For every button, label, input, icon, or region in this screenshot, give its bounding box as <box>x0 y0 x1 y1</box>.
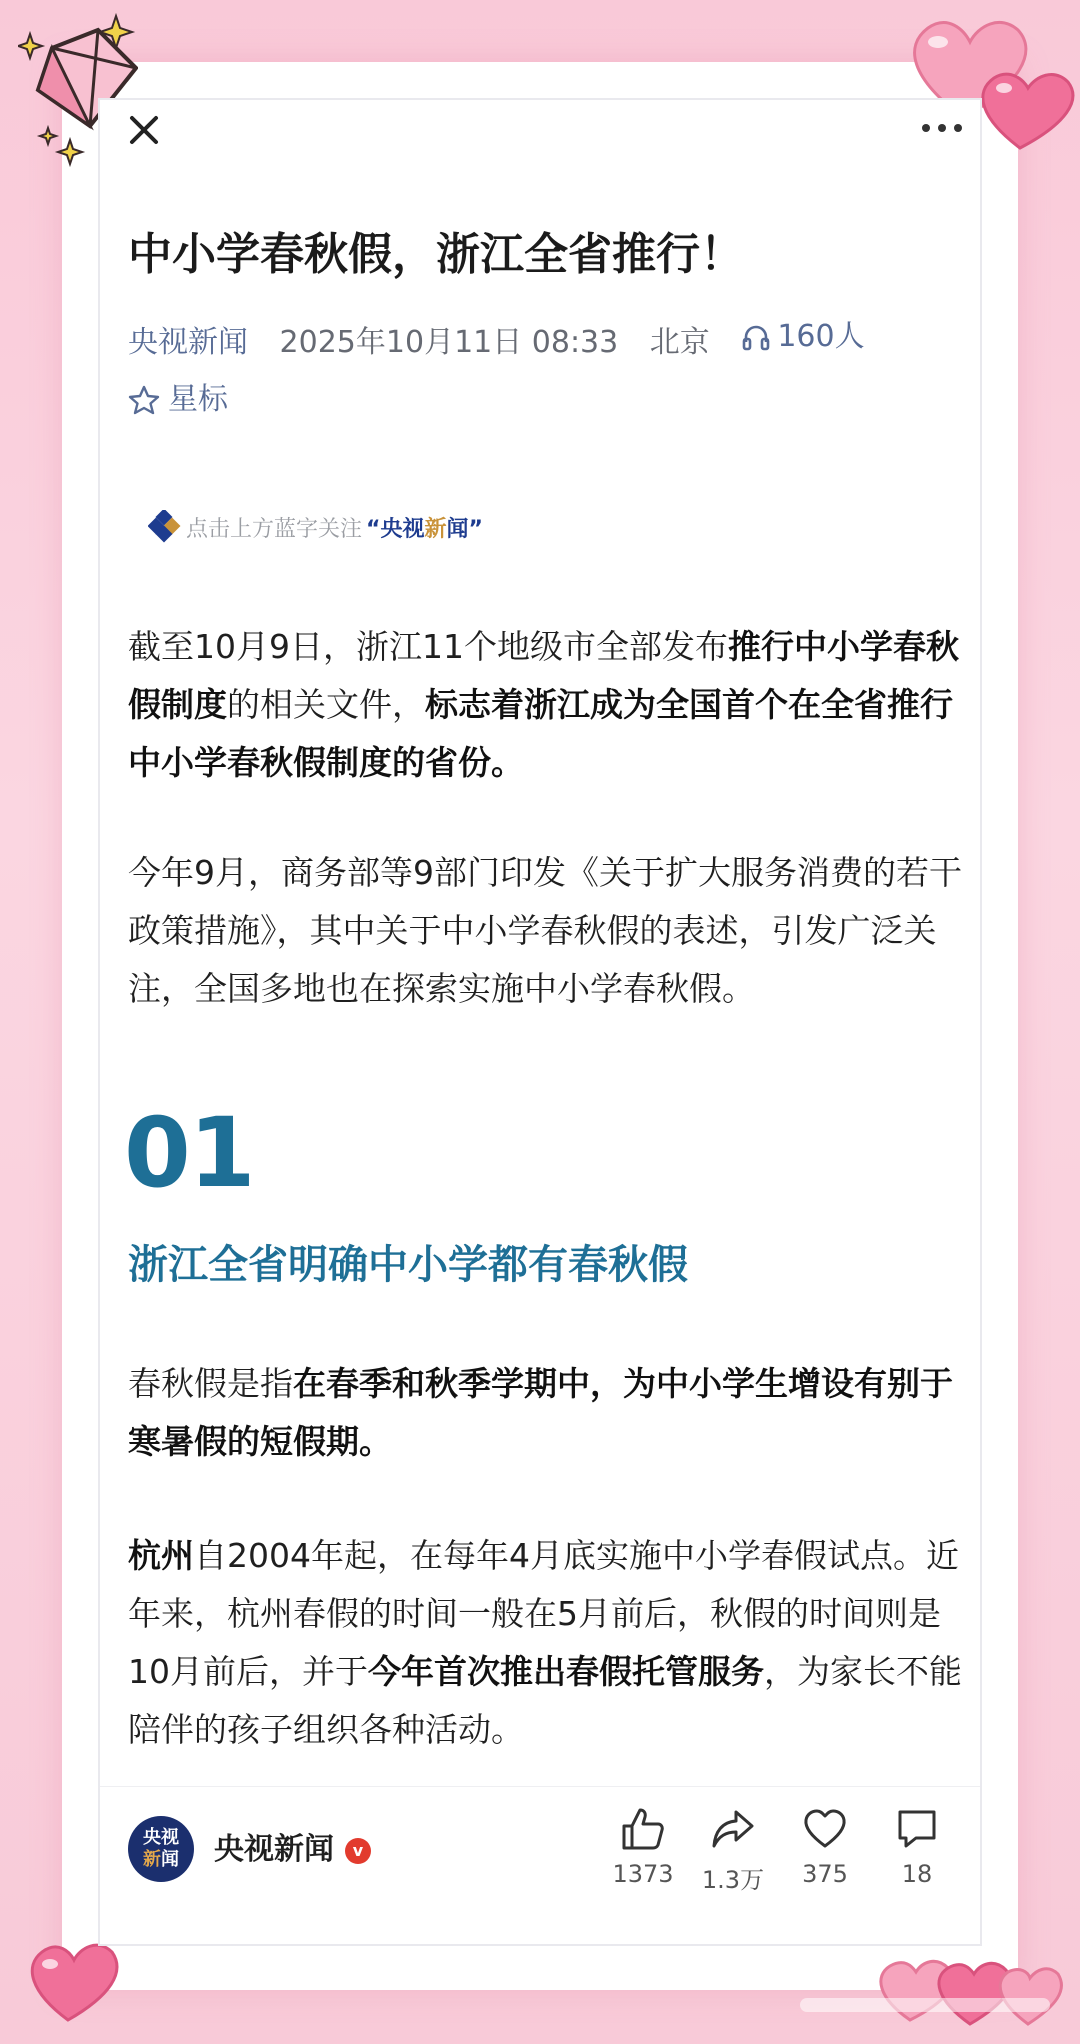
star-icon <box>128 384 160 416</box>
author-name[interactable]: 央视新闻 <box>214 1832 334 1867</box>
cctv-logo-icon <box>148 510 182 544</box>
like-button[interactable] <box>598 1806 688 1888</box>
favorite-button[interactable] <box>780 1806 870 1888</box>
favorite-count: 375 <box>802 1860 848 1888</box>
article-title: 中小学春秋假，浙江全省推行！ <box>128 229 744 280</box>
avatar[interactable]: 央视 新闻 <box>128 1816 194 1882</box>
listener-count: 160人 <box>777 319 865 354</box>
like-count: 1373 <box>612 1860 674 1888</box>
article-meta <box>128 312 978 368</box>
comment-button[interactable] <box>872 1806 962 1888</box>
paragraph-3: 春秋假是指在春季和秋季学期中，为中小学生增设有别于寒暑假的短假期。 <box>128 1364 953 1461</box>
comment-icon <box>894 1806 940 1852</box>
publish-location: 北京 <box>649 325 710 360</box>
paragraph-2: 今年9月，商务部等9部门印发《关于扩大服务消费的若干政策措施》，其中关于中小学春秋假的表述，引发广泛关注，全国多地也在探索实施中小学春秋假。 <box>128 853 962 1008</box>
account-link[interactable]: 央视新闻 <box>128 325 248 360</box>
paragraph-4: 杭州自2004年起，在每年4月底实施中小学春假试点。近年来，杭州春假的时间一般在5月前后，秋假的时间则是10月前后，并于今年首次推出春假托管服务，为家长不能陪伴的孩子组织各种活动。 <box>128 1536 962 1749</box>
share-icon <box>710 1806 756 1852</box>
footer-divider <box>100 1786 980 1787</box>
follow-prompt: 点击上方蓝字关注 <box>186 516 363 542</box>
comment-count: 18 <box>901 1860 933 1888</box>
follow-banner[interactable] <box>148 510 483 544</box>
paragraph-1: 截至10月9日，浙江11个地级市全部发布推行中小学春秋假制度的相关文件，标志着浙江成为全国首个在全省推行中小学春秋假制度的省份。 <box>128 627 959 782</box>
more-options-icon[interactable] <box>920 118 964 138</box>
close-icon[interactable] <box>124 110 164 150</box>
section-title: 浙江全省明确中小学都有春秋假 <box>128 1242 688 1288</box>
verified-badge: v <box>345 1838 371 1864</box>
publish-date: 2025年10月11日 08:33 <box>279 325 619 360</box>
follow-brand: “央视新闻” <box>366 516 483 542</box>
star-label: 星标 <box>168 382 228 417</box>
share-button[interactable] <box>688 1806 778 1895</box>
thumbs-up-icon <box>620 1806 666 1852</box>
listen-button[interactable] <box>741 312 864 362</box>
section-number: 01 <box>124 1097 254 1209</box>
scroll-indicator <box>800 1990 1050 2020</box>
headphones-icon <box>741 322 771 352</box>
heart-icon <box>802 1806 848 1852</box>
share-count: 1.3万 <box>701 1866 765 1894</box>
star-button[interactable] <box>128 376 228 424</box>
